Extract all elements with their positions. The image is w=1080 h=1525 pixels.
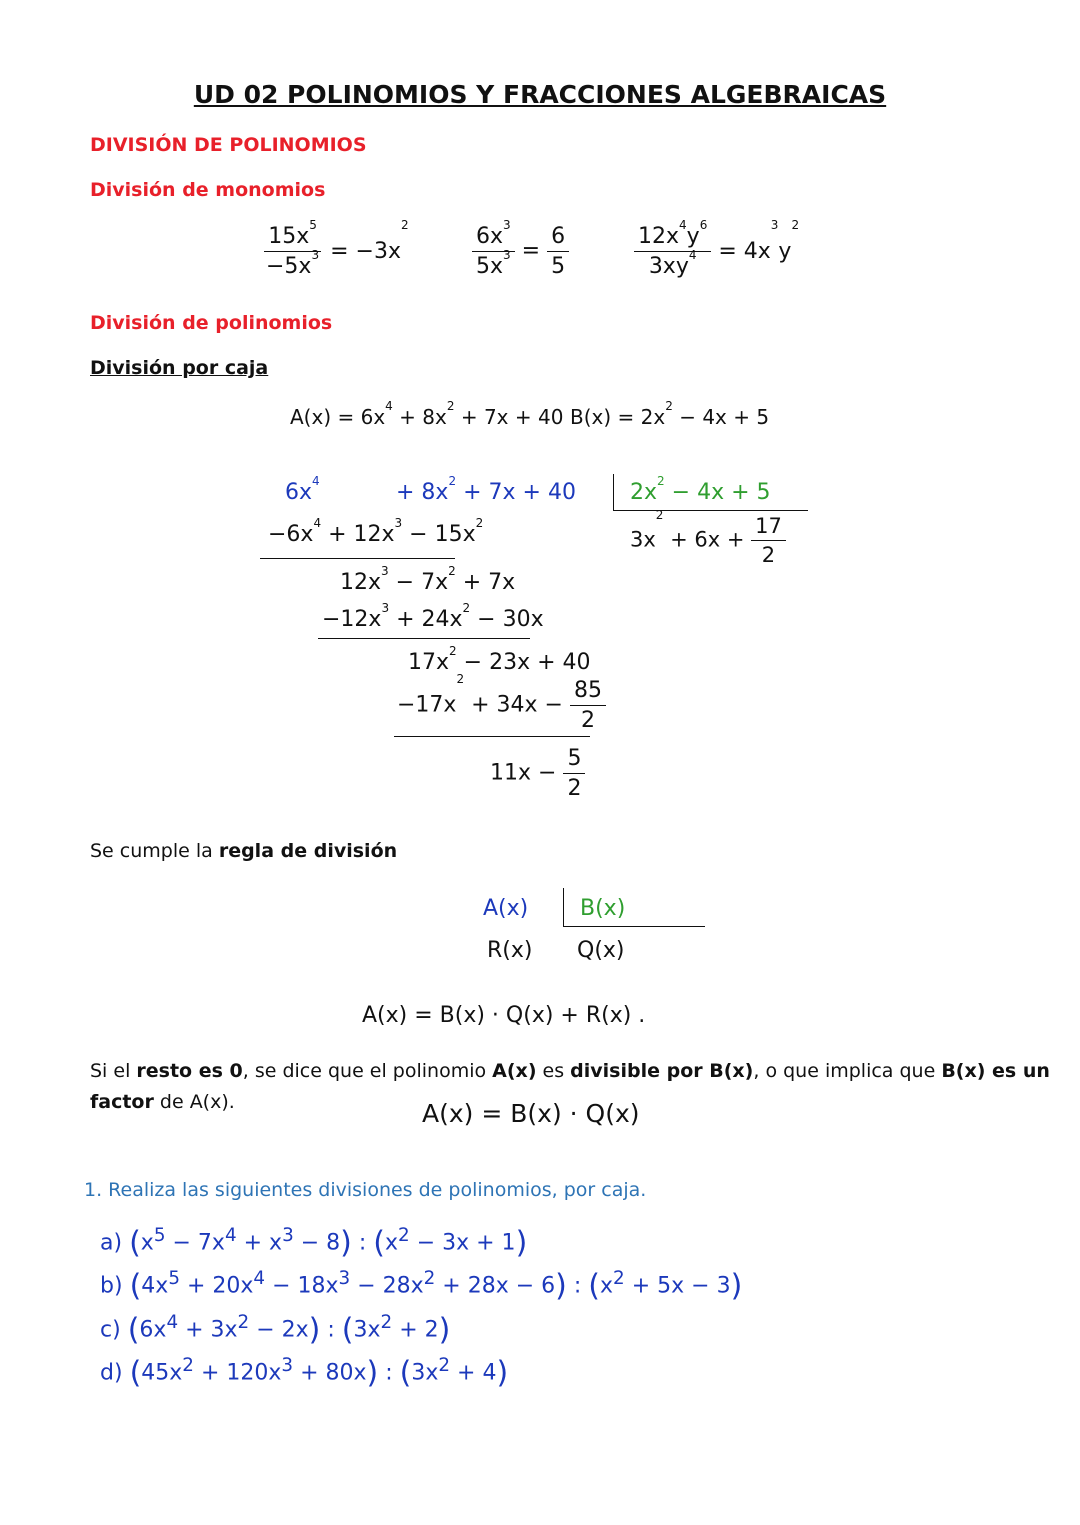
scheme-dividend: A(x): [483, 896, 529, 921]
scheme-quotient: Q(x): [577, 938, 625, 963]
exercise-d: d) $(45x^2 + 120x^3 + 80x)$ : $(3x^2 + 4)$: [100, 1355, 509, 1391]
dividend-term-1: $6x^4$: [285, 474, 320, 505]
divisor-bracket-horizontal: [613, 510, 808, 511]
final-remainder: 11x − $\frac{5}{2}$: [490, 746, 585, 801]
remainder-row-2: $17x^2 - 23x + 40$: [408, 644, 591, 675]
section-heading-division: DIVISIÓN DE POLINOMIOS: [90, 134, 367, 156]
scheme-divisor: B(x): [580, 896, 626, 921]
polynomial-a-definition: $A(x) = 6x^4 + 8x^2 + 7x + 40$: [290, 399, 564, 429]
exercise-a-label: a): [100, 1230, 123, 1256]
exercise-b-label: b): [100, 1273, 123, 1299]
division-line-1: [260, 558, 455, 559]
division-line-2: [318, 638, 530, 639]
scheme-bracket-horizontal: [563, 926, 705, 927]
subtract-row-1: $-6x^4 + 12x^3 - 15x^2$: [268, 516, 484, 547]
rule-intro: [90, 840, 397, 862]
subtract-row-2: $-12x^3 + 24x^2 - 30x$: [322, 601, 544, 632]
subheading-caja: División por caja: [90, 357, 269, 379]
divisor-bracket-vertical: [613, 474, 614, 511]
exercise-a: a) $(x^5 - 7x^4 + x^3 - 8)$ : $(x^2 - 3x + 1)$: [100, 1225, 528, 1261]
divisible-formula: A(x) = B(x) · Q(x): [422, 1099, 640, 1128]
subheading-polinomios: División de polinomios: [90, 312, 333, 334]
exercise-b: b) $(4x^5 + 20x^4 - 18x^3 - 28x^2 + 28x - 6)$ : $(x^2 + 5x - 3)$: [100, 1268, 743, 1304]
monomial-example-3: $\frac{12x^4y^6}{3xy^4}$ = $4x^3y^2$: [634, 224, 799, 279]
monomial-example-1: $\frac{15x^5}{-5x^3}$ = $-3x^2$: [266, 218, 409, 279]
remainder-paragraph-line-1: Si el resto es 0, se dice que el polinomio A(x) es divisible por B(x), o que implica que B(x) es un: [90, 1060, 1050, 1082]
rule-intro-text: Se cumple la: [90, 840, 219, 862]
exercise-title: 1. Realiza las siguientes divisiones de polinomios, por caja.: [84, 1179, 647, 1201]
subtract-row-3: $-17x^2 + 34x$ − $\frac{85}{2}$: [397, 678, 606, 733]
division-line-3: [394, 736, 590, 737]
monomial-example-2: $\frac{6x^3}{5x^3}$ = $\frac{6}{5}$: [472, 224, 569, 279]
remainder-paragraph-line-2: factor de A(x).: [90, 1091, 235, 1113]
subheading-monomios: División de monomios: [90, 179, 326, 201]
rule-intro-bold: regla de división: [218, 840, 398, 862]
polynomial-b-definition: $B(x) = 2x^2 - 4x + 5$: [570, 399, 770, 429]
page-title: UD 02 POLINOMIOS Y FRACCIONES ALGEBRAICAS: [193, 80, 887, 109]
exercise-c-label: c): [100, 1317, 121, 1343]
division-rule-formula: A(x) = B(x) · Q(x) + R(x) .: [362, 1003, 646, 1028]
exercise-d-label: d): [100, 1360, 123, 1386]
remainder-row-1: $12x^3 - 7x^2 + 7x$: [340, 564, 516, 595]
scheme-remainder: R(x): [487, 938, 533, 963]
exercise-c: c) $(6x^4 + 3x^2 - 2x)$ : $(3x^2 + 2)$: [100, 1312, 451, 1348]
divisor: $2x^2 - 4x + 5$: [630, 474, 771, 505]
scheme-bracket-vertical: [563, 888, 564, 926]
quotient: $3x^2 + 6x$ + $\frac{17}{2}$: [630, 514, 786, 567]
dividend-term-rest: + $8x^2 + 7x + 40$: [396, 474, 576, 505]
